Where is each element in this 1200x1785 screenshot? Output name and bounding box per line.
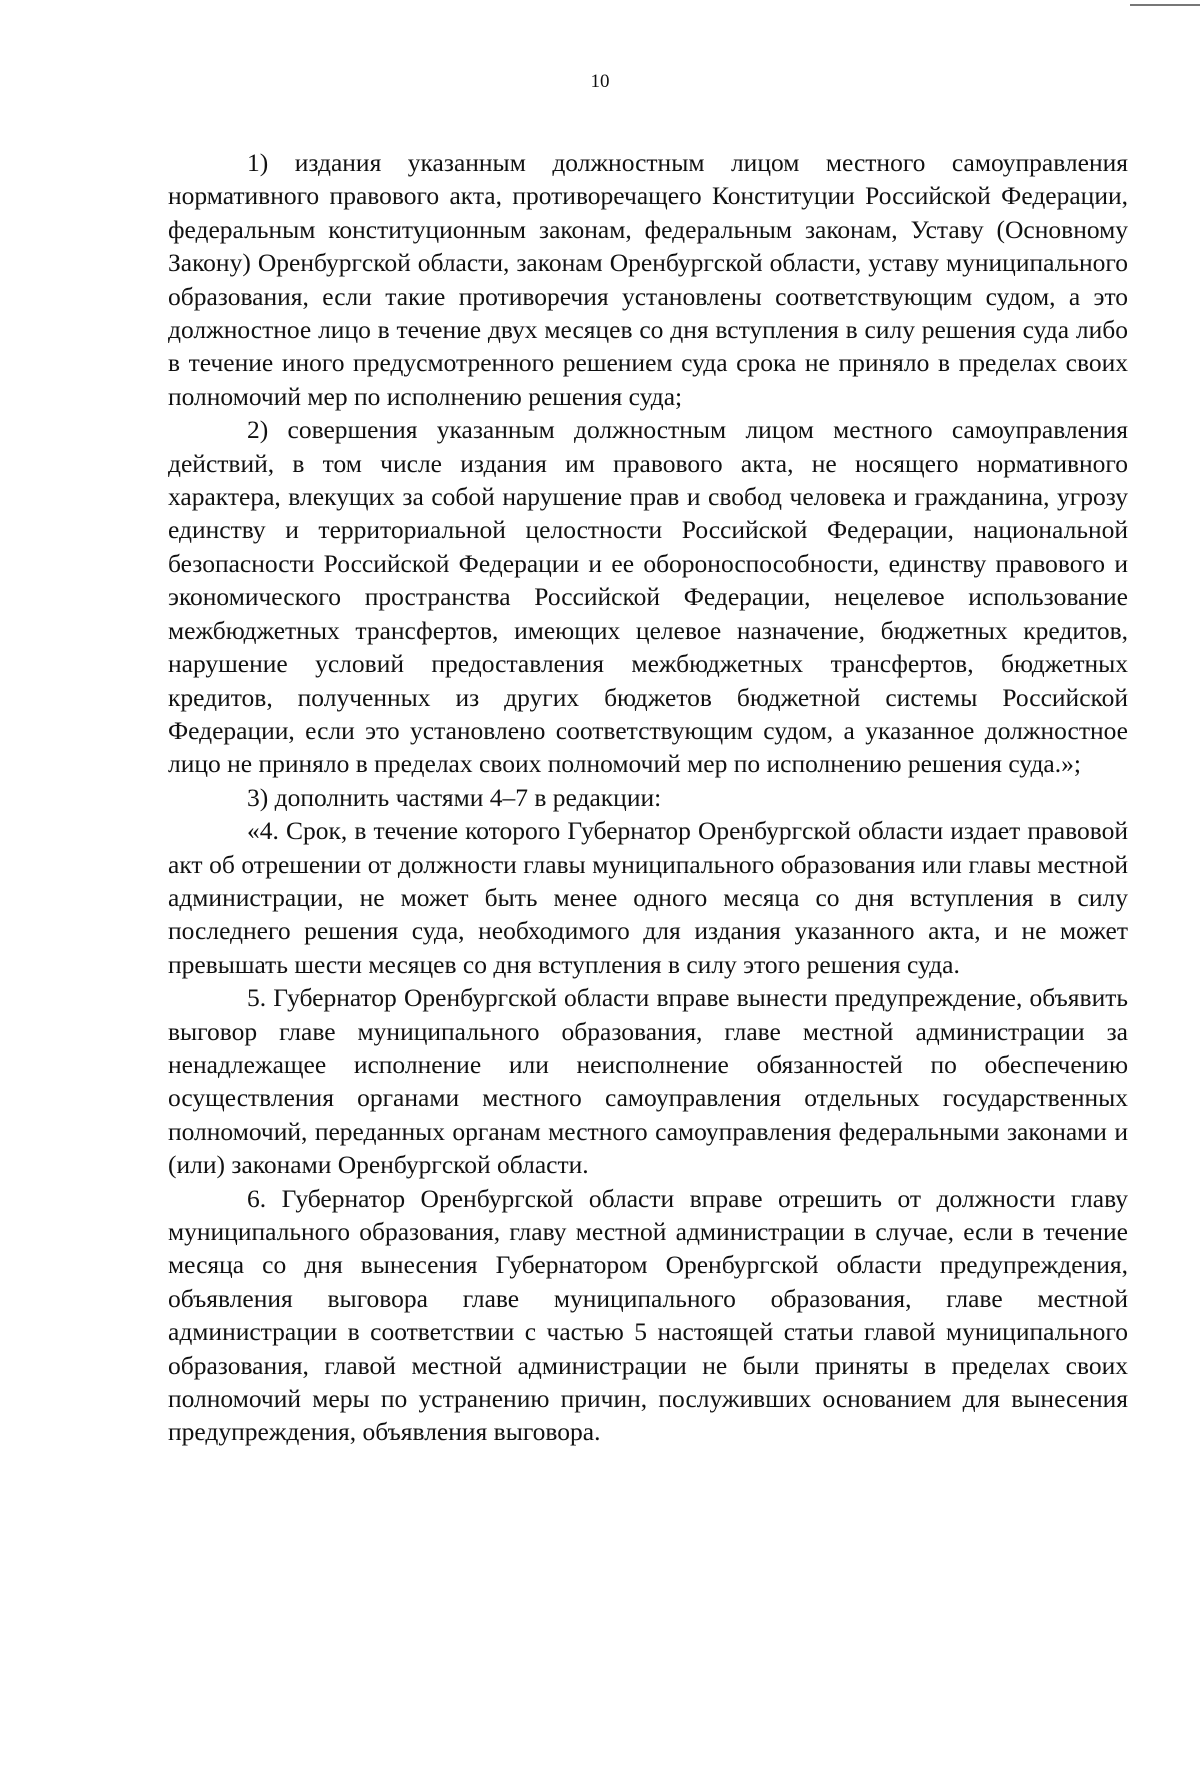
paragraph-item-2: 2) совершения указанным должностным лицом местного самоуправления действий, в том числе издания им правового акта, не носящего нормативного характера, влекущих за собой нарушение прав и свобод человека и гражданина, угрозу единству и территориальной целостности Российской Федерации, национальной безопасности Российской Федерации и ее обороноспособности, единству правового и экономического пространства Российской Федерации, нецелевое использование межбюджетных трансфертов, имеющих целевое назначение, бюджетных кредитов, нарушение условий предоставления межбюджетных трансфертов, бюджетных кредитов, полученных из других бюджетов бюджетной системы Российской Федерации, если это установлено соответствующим судом, а указанное должностное лицо не приняло в пределах своих полномочий мер по исполнению решения суда.»; [168,415,1128,779]
paragraph-item-3: 3) дополнить частями 4–7 в редакции: [247,782,662,812]
paragraph-item-1: 1) издания указанным должностным лицом местного самоуправления нормативного правового акта, противоречащего Конституции Российской Федерации, федеральным конституционным законам, федеральным законам, Уставу (Основному Закону) Оренбургской области, законам Оренбургской области, уставу муниципального образования, если такие противоречия установлены соответствующим судом, а это должностное лицо в течение двух месяцев со дня вступления в силу решения суда либо в течение иного предусмотренного решением суда срока не приняло в пределах своих полномочий мер по исполнению решения суда; [168,148,1128,411]
paragraph-part-4: «4. Срок, в течение которого Губернатор Оренбургской области издает правовой акт об отрешении от должности главы муниципального образования или главы местной администрации, не может быть менее одного месяца со дня вступления в силу последнего решения суда, необходимого для издания указанного акта, и не может превышать шести месяцев со дня вступления в силу этого решения суда. [168,816,1128,979]
paragraph-part-5: 5. Губернатор Оренбургской области вправе вынести предупреждение, объявить выговор главе муниципального образования, главе местной администрации за ненадлежащее исполнение или неисполнение обязанностей по обеспечению осуществления органами местного самоуправления отдельных государственных полномочий, переданных органам местного самоуправления федеральными законами и (или) законами Оренбургской области. [168,983,1128,1180]
document-body [168,146,1128,1449]
paragraph-part-6: 6. Губернатор Оренбургской области вправе отрешить от должности главу муниципального образования, главу местной администрации в случае, если в течение месяца со дня вынесения Губернатором Оренбургской области предупреждения, объявления выговора главе муниципального образования, главе местной администрации в соответствии с частью 5 настоящей статьи главой муниципального образования, главой местной администрации не были приняты в пределах своих полномочий меры по устранению причин, послуживших основанием для вынесения предупреждения, объявления выговора. [168,1183,1128,1447]
scan-corner-mark [1130,4,1200,6]
page-number: 10 [590,71,610,92]
